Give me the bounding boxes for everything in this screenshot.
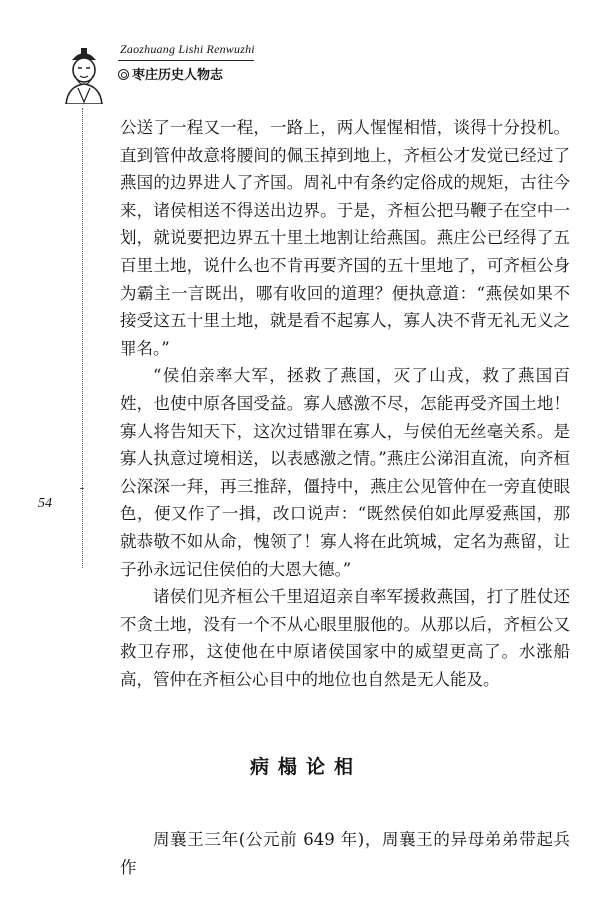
section-title: 病榻论相	[249, 756, 362, 778]
scholar-portrait-icon	[58, 44, 110, 104]
paragraph-1: 公送了一程又一程，一路上，两人惺惺相惜，谈得十分投机。直到管仲故意将腰间的佩玉掉到地上，齐桓公才发觉已经过了燕国的边界进人了齐国。周礼中有条约定俗成的规矩，古往今来，诸侯相送不得送出边界。于是，齐桓公把马鞭子在空中一划，就说要把边界五十里土地割让给燕国。燕庄公已经得了五百里土地，说什么也不肯再要齐国的五十里地了，可齐桓公身为霸主一言既出，哪有收回的道理？便执意道：“燕侯如果不接受这五十里土地，就是看不起寡人，寡人决不背无礼无义之罪名。”	[120, 118, 570, 358]
section-first-line: 周襄王三年(公元前 649 年)，周襄王的异母弟弟带起兵作	[120, 830, 570, 877]
header-title-zh-text: 枣庄历史人物志	[132, 68, 224, 83]
circle-mark-icon	[118, 69, 129, 80]
section-body	[120, 826, 570, 881]
header-title-en: Zaozhuang Lishi Renwuzhi	[120, 42, 255, 56]
body-text	[120, 114, 570, 693]
paragraph-3: 诸侯们见齐桓公千里迢迢亲自率军援救燕国，打了胜仗还不贪土地，没有一个不从心眼里服他的。从那以后，齐桓公又救卫存邢，这使他在中原诸侯国家中的威望更高了。水涨船高，管仲在齐桓公心目中的地位也自然是无人能及。	[120, 587, 570, 689]
page-number: 54	[38, 496, 52, 511]
margin-rule	[82, 108, 83, 568]
running-header	[58, 40, 298, 110]
paragraph-2: “侯伯亲率大军，拯救了燕国，灭了山戎，救了燕国百姓，也使中原各国受益。寡人感激不尽，怎能再受齐国土地！寡人将告知天下，这次过错罪在寡人，与侯伯无丝毫关系。是寡人执意过境相送，以表感激之情。”燕庄公涕泪直流，向齐桓公深深一拜，再三推辞，僵持中，燕庄公见管仲在一旁直使眼色，便又作了一揖，改口说声：“既然侯伯如此厚爱燕国，那就恭敬不如从命，愧领了！寡人将在此筑城，定名为燕留，让子孙永远记住侯伯的大恩大德。”	[120, 366, 570, 579]
header-title-zh	[118, 64, 223, 83]
margin-tick	[80, 488, 84, 489]
header-rule	[118, 60, 254, 61]
